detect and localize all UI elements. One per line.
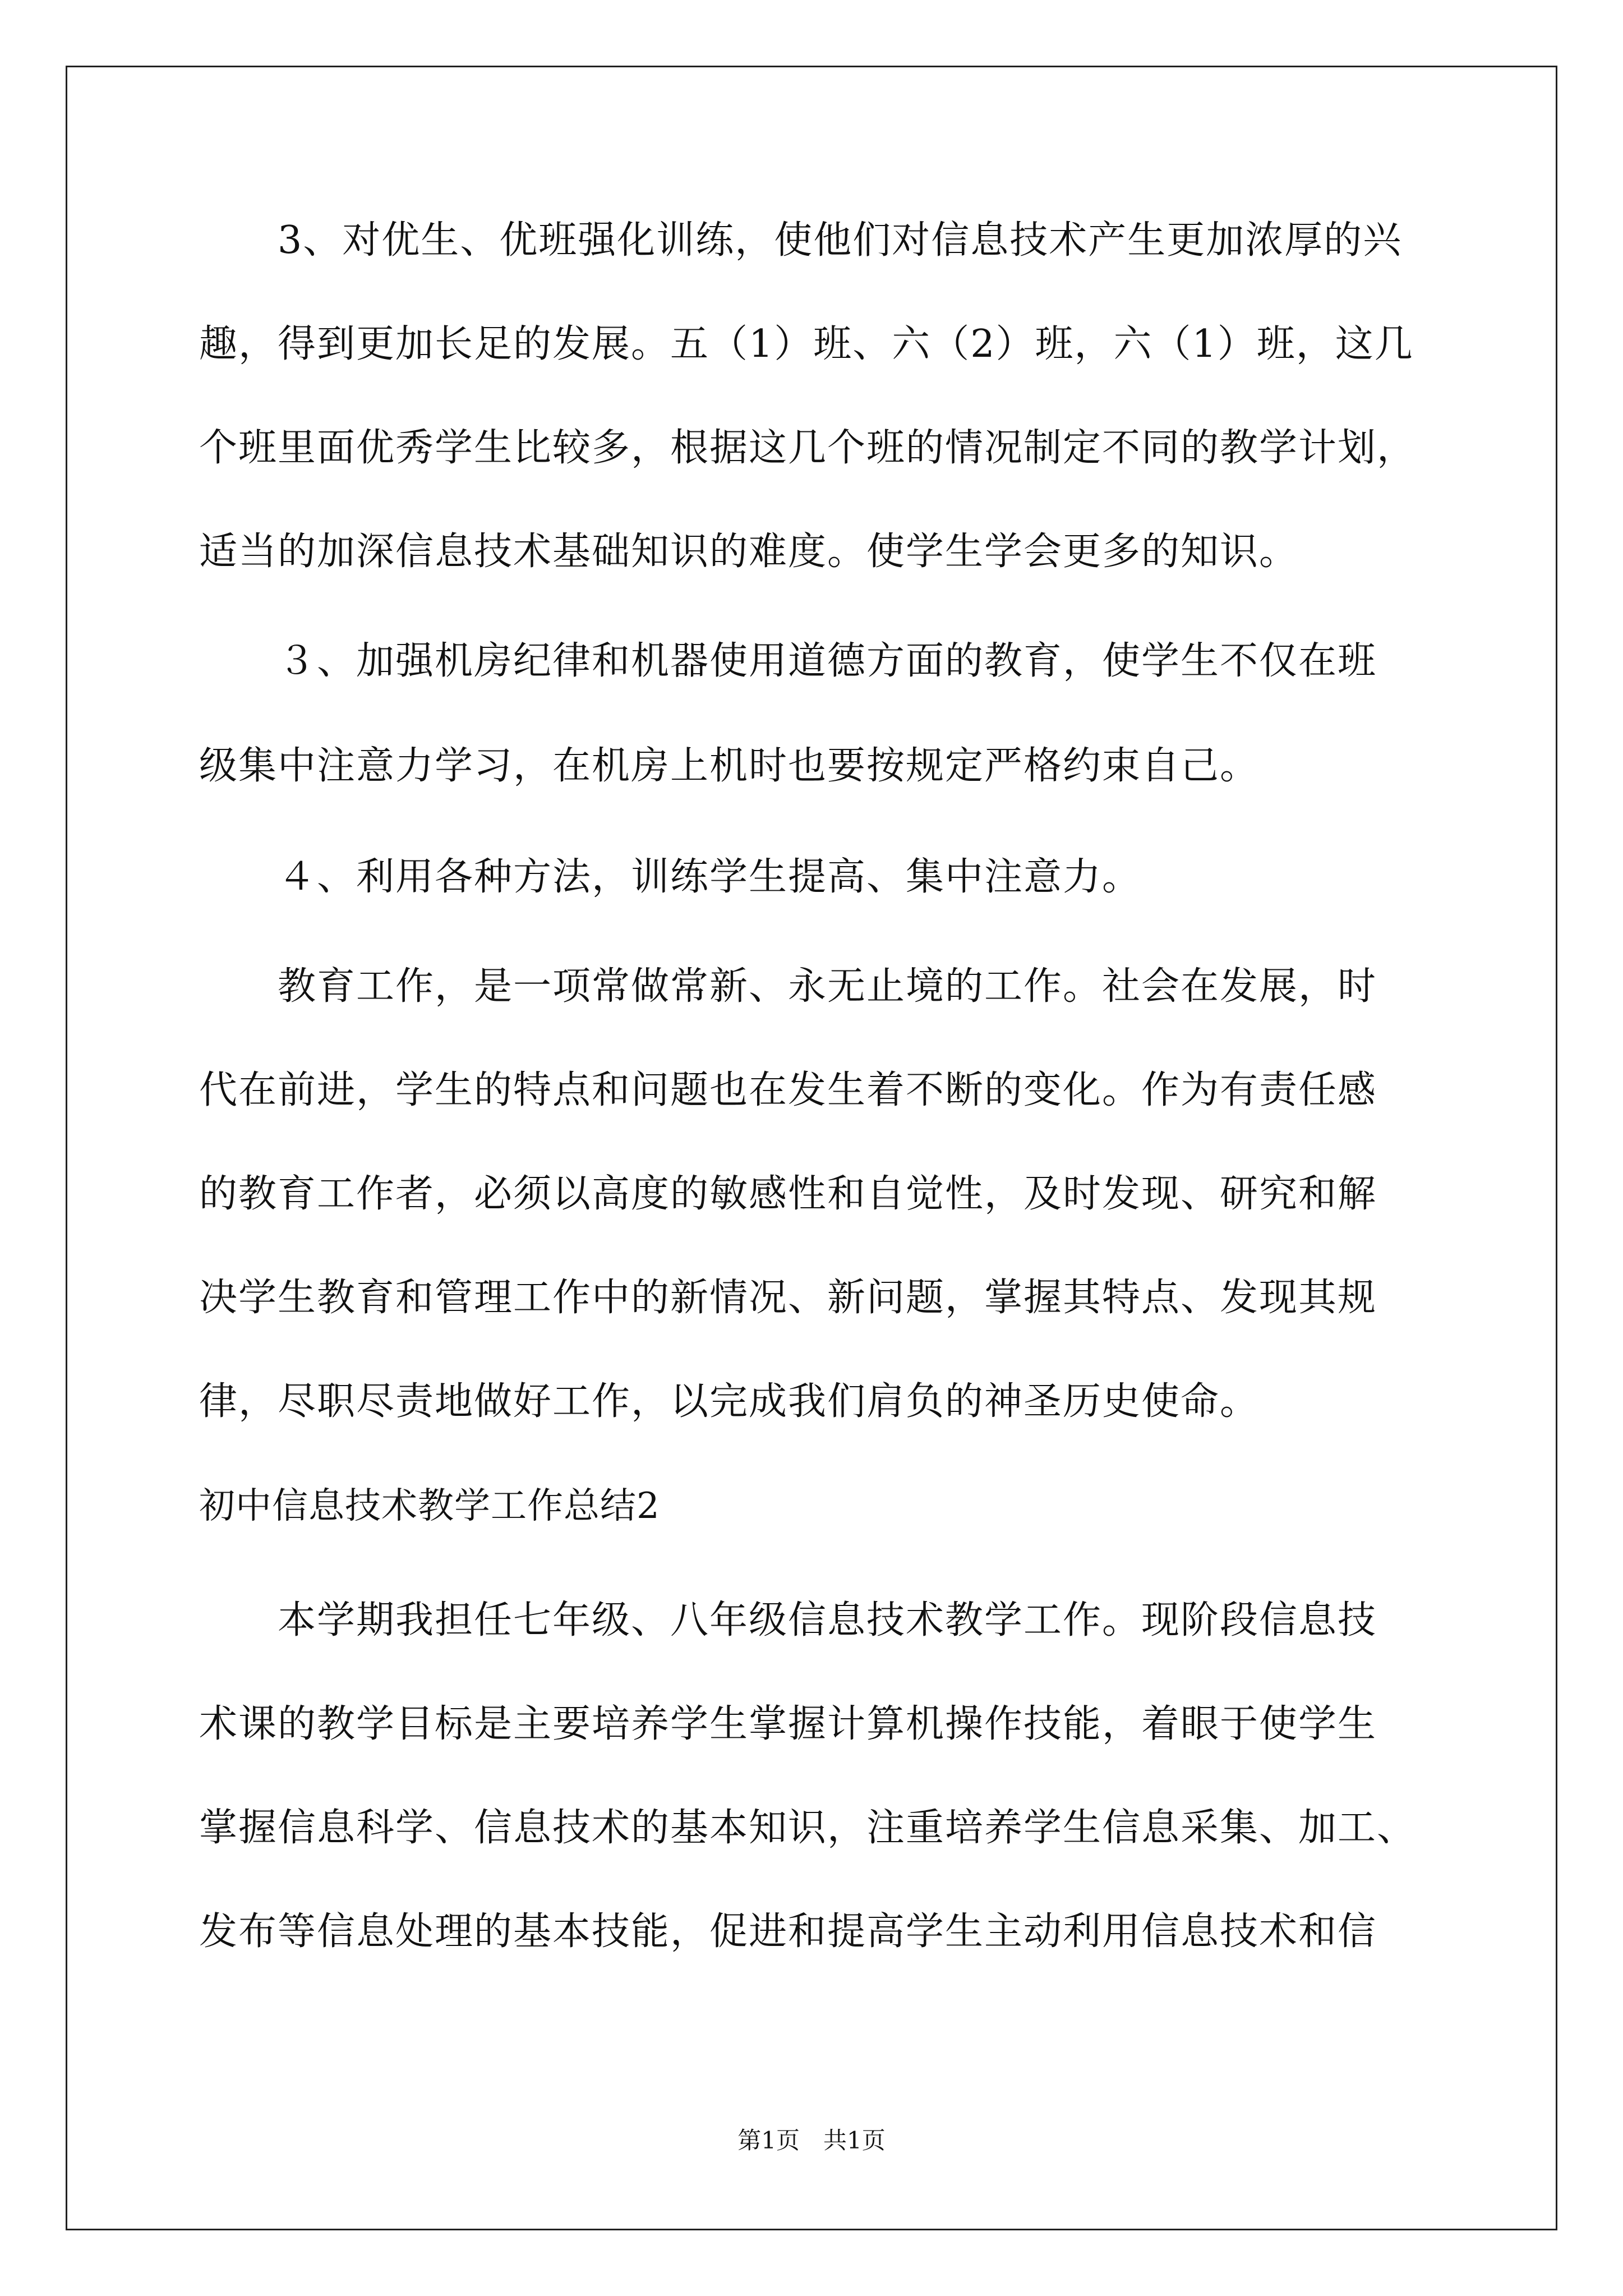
paragraph-line: 趣，得到更加长足的发展。五（1）班、六（2）班，六（1）班，这几 bbox=[199, 322, 1414, 366]
paragraph-line: 律，尽职尽责地做好工作，以完成我们肩负的神圣历史使命。 bbox=[199, 1379, 1260, 1424]
paragraph-line: 本学期我担任七年级、八年级信息技术教学工作。现阶段信息技 bbox=[199, 1598, 1377, 1642]
paragraph-line: 的教育工作者，必须以高度的敏感性和自觉性，及时发现、研究和解 bbox=[199, 1172, 1377, 1216]
paragraph-line: ３、加强机房纪律和机器使用道德方面的教育，使学生不仅在班 bbox=[199, 639, 1377, 683]
paragraph-line: 3、对优生、优班强化训练，使他们对信息技术产生更加浓厚的兴 bbox=[199, 218, 1403, 263]
paragraph-line: 术课的教学目标是主要培养学生掌握计算机操作技能，着眼于使学生 bbox=[199, 1702, 1377, 1746]
section-heading: 初中信息技术教学工作总结2 bbox=[199, 1485, 660, 1527]
paragraph-line: 发布等信息处理的基本技能，促进和提高学生主动利用信息技术和信 bbox=[199, 1910, 1377, 1954]
paragraph-line: 个班里面优秀学生比较多，根据这几个班的情况制定不同的教学计划， bbox=[199, 426, 1417, 470]
paragraph-line: 代在前进，学生的特点和问题也在发生着不断的变化。作为有责任感 bbox=[199, 1068, 1377, 1112]
page-footer: 第1页 共1页 bbox=[737, 2127, 886, 2154]
paragraph-line: 适当的加深信息技术基础知识的难度。使学生学会更多的知识。 bbox=[199, 530, 1299, 574]
page-frame bbox=[66, 66, 1557, 2230]
paragraph-line: 级集中注意力学习，在机房上机时也要按规定严格约束自己。 bbox=[199, 744, 1260, 788]
paragraph-line: 掌握信息科学、信息技术的基本知识，注重培养学生信息采集、加工、 bbox=[199, 1806, 1417, 1850]
paragraph-line: 教育工作，是一项常做常新、永无止境的工作。社会在发展，时 bbox=[199, 964, 1377, 1009]
paragraph-line: 决学生教育和管理工作中的新情况、新问题，掌握其特点、发现其规 bbox=[199, 1276, 1377, 1320]
paragraph-line: ４、利用各种方法，训练学生提高、集中注意力。 bbox=[199, 855, 1142, 899]
